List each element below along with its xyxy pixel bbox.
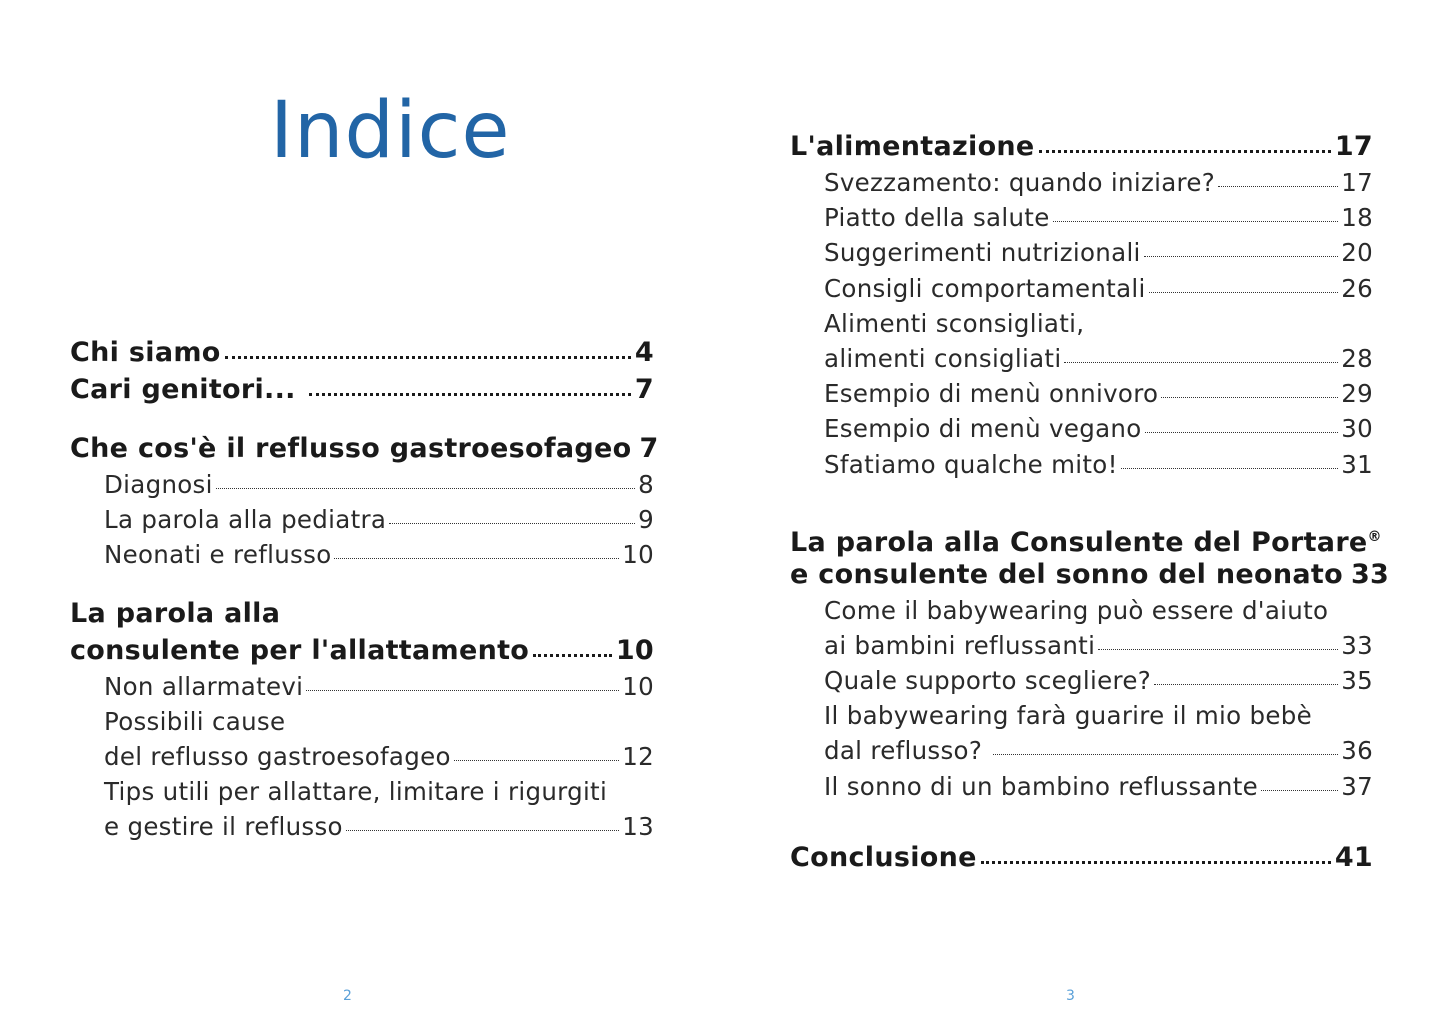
toc-entry-title-line1: Alimenti sconsigliati,	[824, 308, 1085, 338]
toc-entry-page: 30	[1341, 414, 1373, 444]
toc-entry-title-line1: La parola alla Consulente del Portare®	[790, 526, 1382, 558]
toc-entry-title: Diagnosi	[104, 470, 213, 499]
toc-entry-line1[interactable]	[790, 519, 1382, 558]
toc-subentry-line1[interactable]	[790, 698, 1373, 733]
toc-entry-title: Sfatiamo qualche mito!	[824, 449, 1118, 479]
toc-subentry-line1[interactable]	[790, 593, 1373, 628]
dot-leader	[1039, 149, 1331, 153]
toc-entry-title: Che cos'è il reflusso gastroesofageo	[70, 433, 632, 464]
toc-entry[interactable]	[70, 430, 659, 467]
toc-entry-page: 28	[1341, 343, 1373, 373]
toc-entry-page: 35	[1341, 666, 1373, 696]
toc-entry-title-line1: Possibili cause	[104, 706, 286, 736]
toc-entry-title: ai bambini reflussanti	[824, 630, 1096, 660]
toc-entry-page: 17	[1334, 131, 1373, 162]
toc-entry-page: 8	[638, 470, 654, 499]
page-number: 3	[1066, 988, 1075, 1004]
toc-left	[70, 334, 659, 845]
dot-leader	[389, 522, 635, 524]
toc-entry[interactable]	[70, 334, 654, 371]
toc-subentry[interactable]	[790, 341, 1373, 376]
toc-subentry[interactable]	[70, 502, 654, 537]
toc-entry-page: 33	[1350, 558, 1390, 590]
toc-subentry[interactable]	[790, 271, 1373, 306]
toc-subentry[interactable]	[790, 769, 1373, 804]
toc-subentry[interactable]	[790, 663, 1373, 698]
toc-entry-page: 41	[1334, 841, 1373, 873]
toc-subentry-line1[interactable]	[70, 774, 654, 809]
toc-subentry[interactable]	[790, 628, 1373, 663]
dot-leader	[225, 355, 631, 359]
toc-entry-page: 29	[1341, 379, 1373, 409]
toc-subentry[interactable]	[790, 376, 1373, 411]
dot-leader	[1121, 467, 1339, 469]
toc-subentry[interactable]	[70, 467, 654, 502]
dot-leader	[993, 753, 1338, 755]
toc-entry-page: 31	[1341, 449, 1373, 479]
toc-entry[interactable]	[790, 556, 1390, 593]
dot-leader	[1261, 789, 1338, 791]
dot-leader	[1053, 220, 1339, 222]
dot-leader	[334, 557, 619, 559]
toc-entry-page: 9	[638, 505, 654, 535]
toc-entry-title: Consigli comportamentali	[824, 273, 1146, 303]
toc-entry-title: Il sonno di un bambino reflussante	[824, 771, 1259, 801]
dot-leader	[216, 487, 635, 489]
toc-entry-title-line1: Come il babywearing può essere d'aiuto	[824, 595, 1329, 625]
toc-entry-title: e consulente del sonno del neonato	[790, 558, 1343, 590]
toc-entry-line1[interactable]	[70, 595, 654, 632]
right-page	[722, 0, 1445, 1022]
toc-entry-page: 36	[1341, 736, 1373, 766]
dot-leader	[1064, 361, 1338, 363]
toc-subentry-line1[interactable]	[790, 306, 1373, 341]
toc-entry-title-line1: Il babywearing farà guarire il mio bebè	[824, 701, 1312, 731]
registered-mark: ®	[1367, 528, 1382, 545]
toc-entry-title: alimenti consigliati	[824, 343, 1062, 373]
toc-entry-page: 7	[634, 374, 654, 405]
toc-entry-title: Cari genitori...	[70, 374, 306, 405]
toc-entry-title: Svezzamento: quando iniziare?	[824, 168, 1216, 197]
toc-entry-title: Conclusione	[790, 841, 977, 873]
toc-entry[interactable]	[70, 632, 654, 669]
toc-entry-title: consulente per l'allattamento	[70, 634, 530, 666]
toc-entry-page: 37	[1341, 771, 1373, 801]
left-page	[0, 0, 722, 1022]
index-title: Indice	[270, 86, 511, 176]
dot-leader	[1149, 291, 1339, 293]
dot-leader	[981, 860, 1331, 864]
toc-entry-page: 33	[1341, 630, 1373, 660]
toc-entry[interactable]	[790, 128, 1373, 165]
toc-entry-title: Chi siamo	[70, 337, 221, 368]
dot-leader	[1161, 396, 1338, 398]
toc-entry-page: 20	[1341, 238, 1373, 268]
dot-leader	[1144, 255, 1339, 257]
toc-subentry[interactable]	[70, 809, 654, 844]
toc-entry[interactable]	[70, 371, 654, 408]
dot-leader	[346, 829, 619, 831]
toc-entry-title-line1: La parola alla	[70, 597, 281, 629]
toc-entry[interactable]	[790, 839, 1373, 876]
page-number: 2	[343, 988, 352, 1004]
toc-subentry[interactable]	[70, 739, 654, 774]
dot-leader	[533, 653, 612, 657]
toc-entry-page: 10	[615, 634, 654, 666]
toc-entry-title-line1: Tips utili per allattare, limitare i rigurgiti	[104, 777, 608, 807]
toc-entry-title: Esempio di menù vegano	[824, 414, 1142, 444]
toc-subentry[interactable]	[790, 447, 1373, 482]
toc-entry-page: 17	[1341, 168, 1373, 197]
toc-subentry[interactable]	[790, 733, 1373, 768]
toc-entry-title: e gestire il reflusso	[104, 812, 343, 842]
toc-entry-page: 4	[634, 337, 654, 368]
dot-leader	[306, 689, 619, 691]
toc-entry-title: del reflusso gastroesofageo	[104, 741, 451, 771]
dot-leader	[309, 392, 630, 396]
dot-leader	[1098, 648, 1338, 650]
toc-entry-title: La parola alla pediatra	[104, 505, 387, 535]
toc-entry-title: L'alimentazione	[790, 131, 1035, 162]
toc-entry-page: 18	[1341, 203, 1373, 233]
toc-subentry[interactable]	[70, 537, 654, 572]
dot-leader	[454, 759, 619, 761]
toc-subentry-line1[interactable]	[70, 704, 654, 739]
toc-entry-title: Neonati e reflusso	[104, 540, 332, 570]
toc-subentry[interactable]	[70, 669, 654, 704]
dot-leader	[1145, 431, 1339, 433]
toc-subentry[interactable]	[790, 411, 1373, 446]
toc-subentry[interactable]	[790, 200, 1373, 235]
dot-leader	[1154, 683, 1338, 685]
toc-entry-title: Esempio di menù onnivoro	[824, 379, 1159, 409]
toc-subentry[interactable]	[790, 165, 1373, 200]
toc-entry-page: 7	[639, 433, 659, 464]
toc-entry-title: Quale supporto scegliere?	[824, 666, 1151, 696]
toc-entry-title: Suggerimenti nutrizionali	[824, 238, 1141, 268]
toc-entry-title: dal reflusso?	[824, 736, 991, 766]
toc-entry-page: 10	[622, 671, 654, 701]
toc-entry-page: 26	[1341, 273, 1373, 303]
toc-entry-title: Piatto della salute	[824, 203, 1050, 233]
toc-subentry[interactable]	[790, 235, 1373, 270]
toc-entry-page: 12	[622, 741, 654, 771]
toc-right	[790, 128, 1390, 876]
toc-entry-page: 13	[622, 812, 654, 842]
dot-leader	[1218, 185, 1338, 187]
toc-entry-title: Non allarmatevi	[104, 671, 304, 701]
toc-entry-page: 10	[622, 540, 654, 570]
